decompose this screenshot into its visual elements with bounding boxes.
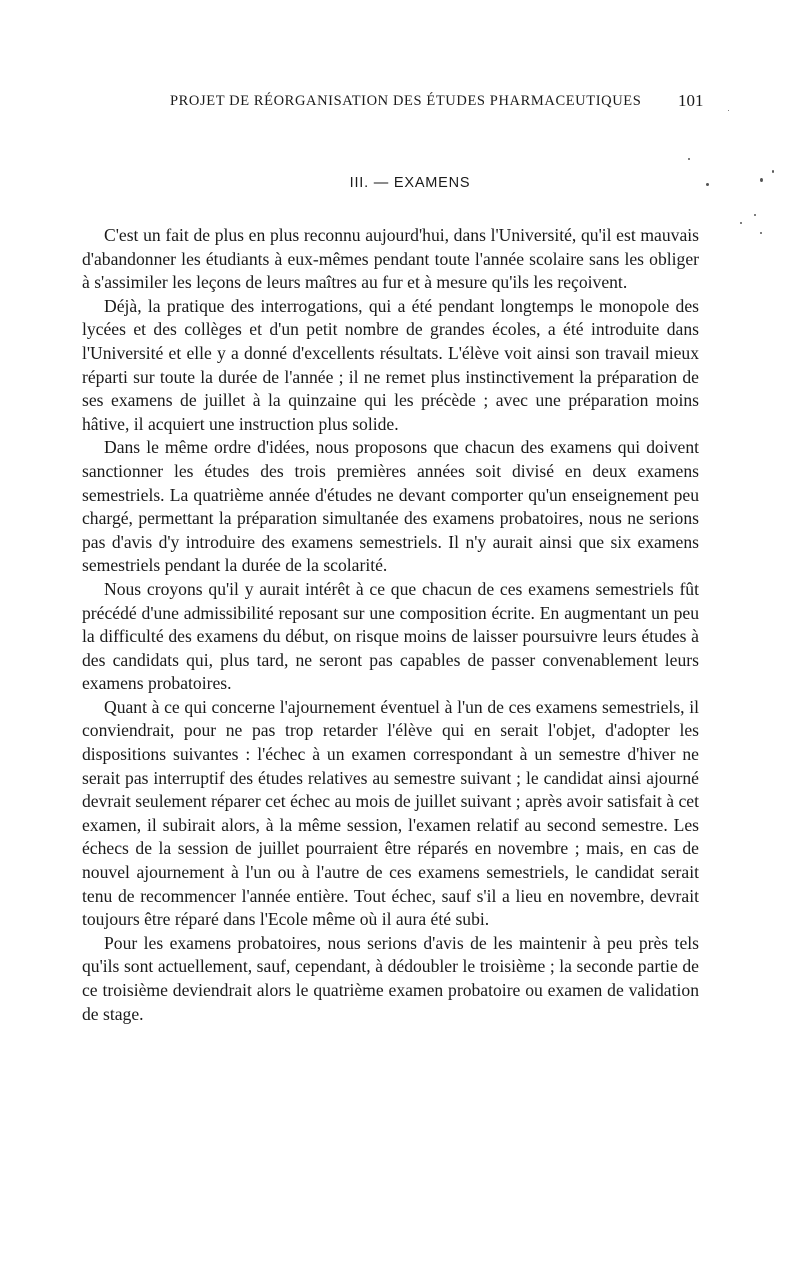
- paragraph-4: Nous croyons qu'il y aurait intérêt à ce que chacun de ces examens semestriels fût précédé d'une admissibilité reposant sur une composition écrite. En augmentant un peu la difficulté des examens du début, on risque moins de laisser poursuivre leurs études à des candidats qui, plus tard, ne seront pas capables de passer convenablement leurs examens probatoires.: [82, 578, 699, 694]
- scan-speck: [772, 170, 774, 173]
- scan-speck: [760, 178, 763, 182]
- body-text: [82, 224, 699, 1026]
- paragraph-3: Dans le même ordre d'idées, nous proposons que chacun des examens qui doivent sanctionner les études des trois premières années soit divisé en deux examens semestriels. La quatrième année d'études ne devant comporter qu'un enseignement peu chargé, permettant la préparation simultanée des examens probatoires, nous ne serions pas d'avis d'y introduire des examens semestriels. Il n'y aurait ainsi que six examens semestriels pendant la durée de la scolarité.: [82, 437, 699, 576]
- page-number: 101: [678, 91, 704, 110]
- scan-speck: [740, 222, 742, 224]
- section-heading: III. — EXAMENS: [349, 175, 471, 191]
- paragraph-6: Pour les examens probatoires, nous serions d'avis de les maintenir à peu près tels qu'ils sont actuellement, sauf, cependant, à dédoubler le troisième ; la seconde partie de ce troisième deviendrait alors le quatrième examen probatoire ou examen de validation de stage.: [82, 932, 699, 1024]
- scan-speck: [760, 232, 762, 234]
- scan-speck: [728, 110, 729, 111]
- paragraph-2: Déjà, la pratique des interrogations, qui a été pendant longtemps le monopole des lycées et des collèges et d'un petit nombre de grandes écoles, a été introduite dans l'Université et elle y a donné d'excellents résultats. L'élève voit ainsi son travail mieux réparti sur toute la durée de l'année ; il ne remet plus instinctivement la préparation de ses examens de juillet à la quinzaine qui les précède ; avec une préparation moins hâtive, il acquiert une instruction plus solide.: [82, 295, 699, 434]
- scan-speck: [754, 214, 756, 216]
- paragraph-1: C'est un fait de plus en plus reconnu aujourd'hui, dans l'Université, qu'il est mauvais d'abandonner les étudiants à eux-mêmes pendant toute l'année scolaire sans les obliger à s'assimiler les leçons de leurs maîtres au fur et à mesure qu'ils les reçoivent.: [82, 225, 699, 293]
- running-header-title: PROJET DE RÉORGANISATION DES ÉTUDES PHARMACEUTIQUES: [170, 93, 642, 109]
- paragraph-5: Quant à ce qui concerne l'ajournement éventuel à l'un de ces examens semestriels, il conviendrait, pour ne pas trop retarder l'élève qui en serait l'objet, d'adopter les dispositions suivantes : l'échec à un examen correspondant à un semestre d'hiver ne serait pas interruptif des études relatives au semestre suivant ; le candidat ainsi ajourné devrait seulement réparer cet échec au mois de juillet suivant ; après avoir satisfait à cet examen, il subirait alors, à la même session, l'examen relatif au second semestre. Les échecs de la session de juillet pourraient être réparés en novembre ; mais, en cas de nouvel ajournement à l'un ou à l'autre de ces examens semestriels, le candidat serait tenu de recommencer l'année entière. Tout échec, sauf s'il a lieu en novembre, devrait toujours être réparé dans l'Ecole même où il aura été subi.: [82, 696, 699, 930]
- scan-speck: [688, 158, 690, 160]
- scan-speck: [706, 183, 709, 186]
